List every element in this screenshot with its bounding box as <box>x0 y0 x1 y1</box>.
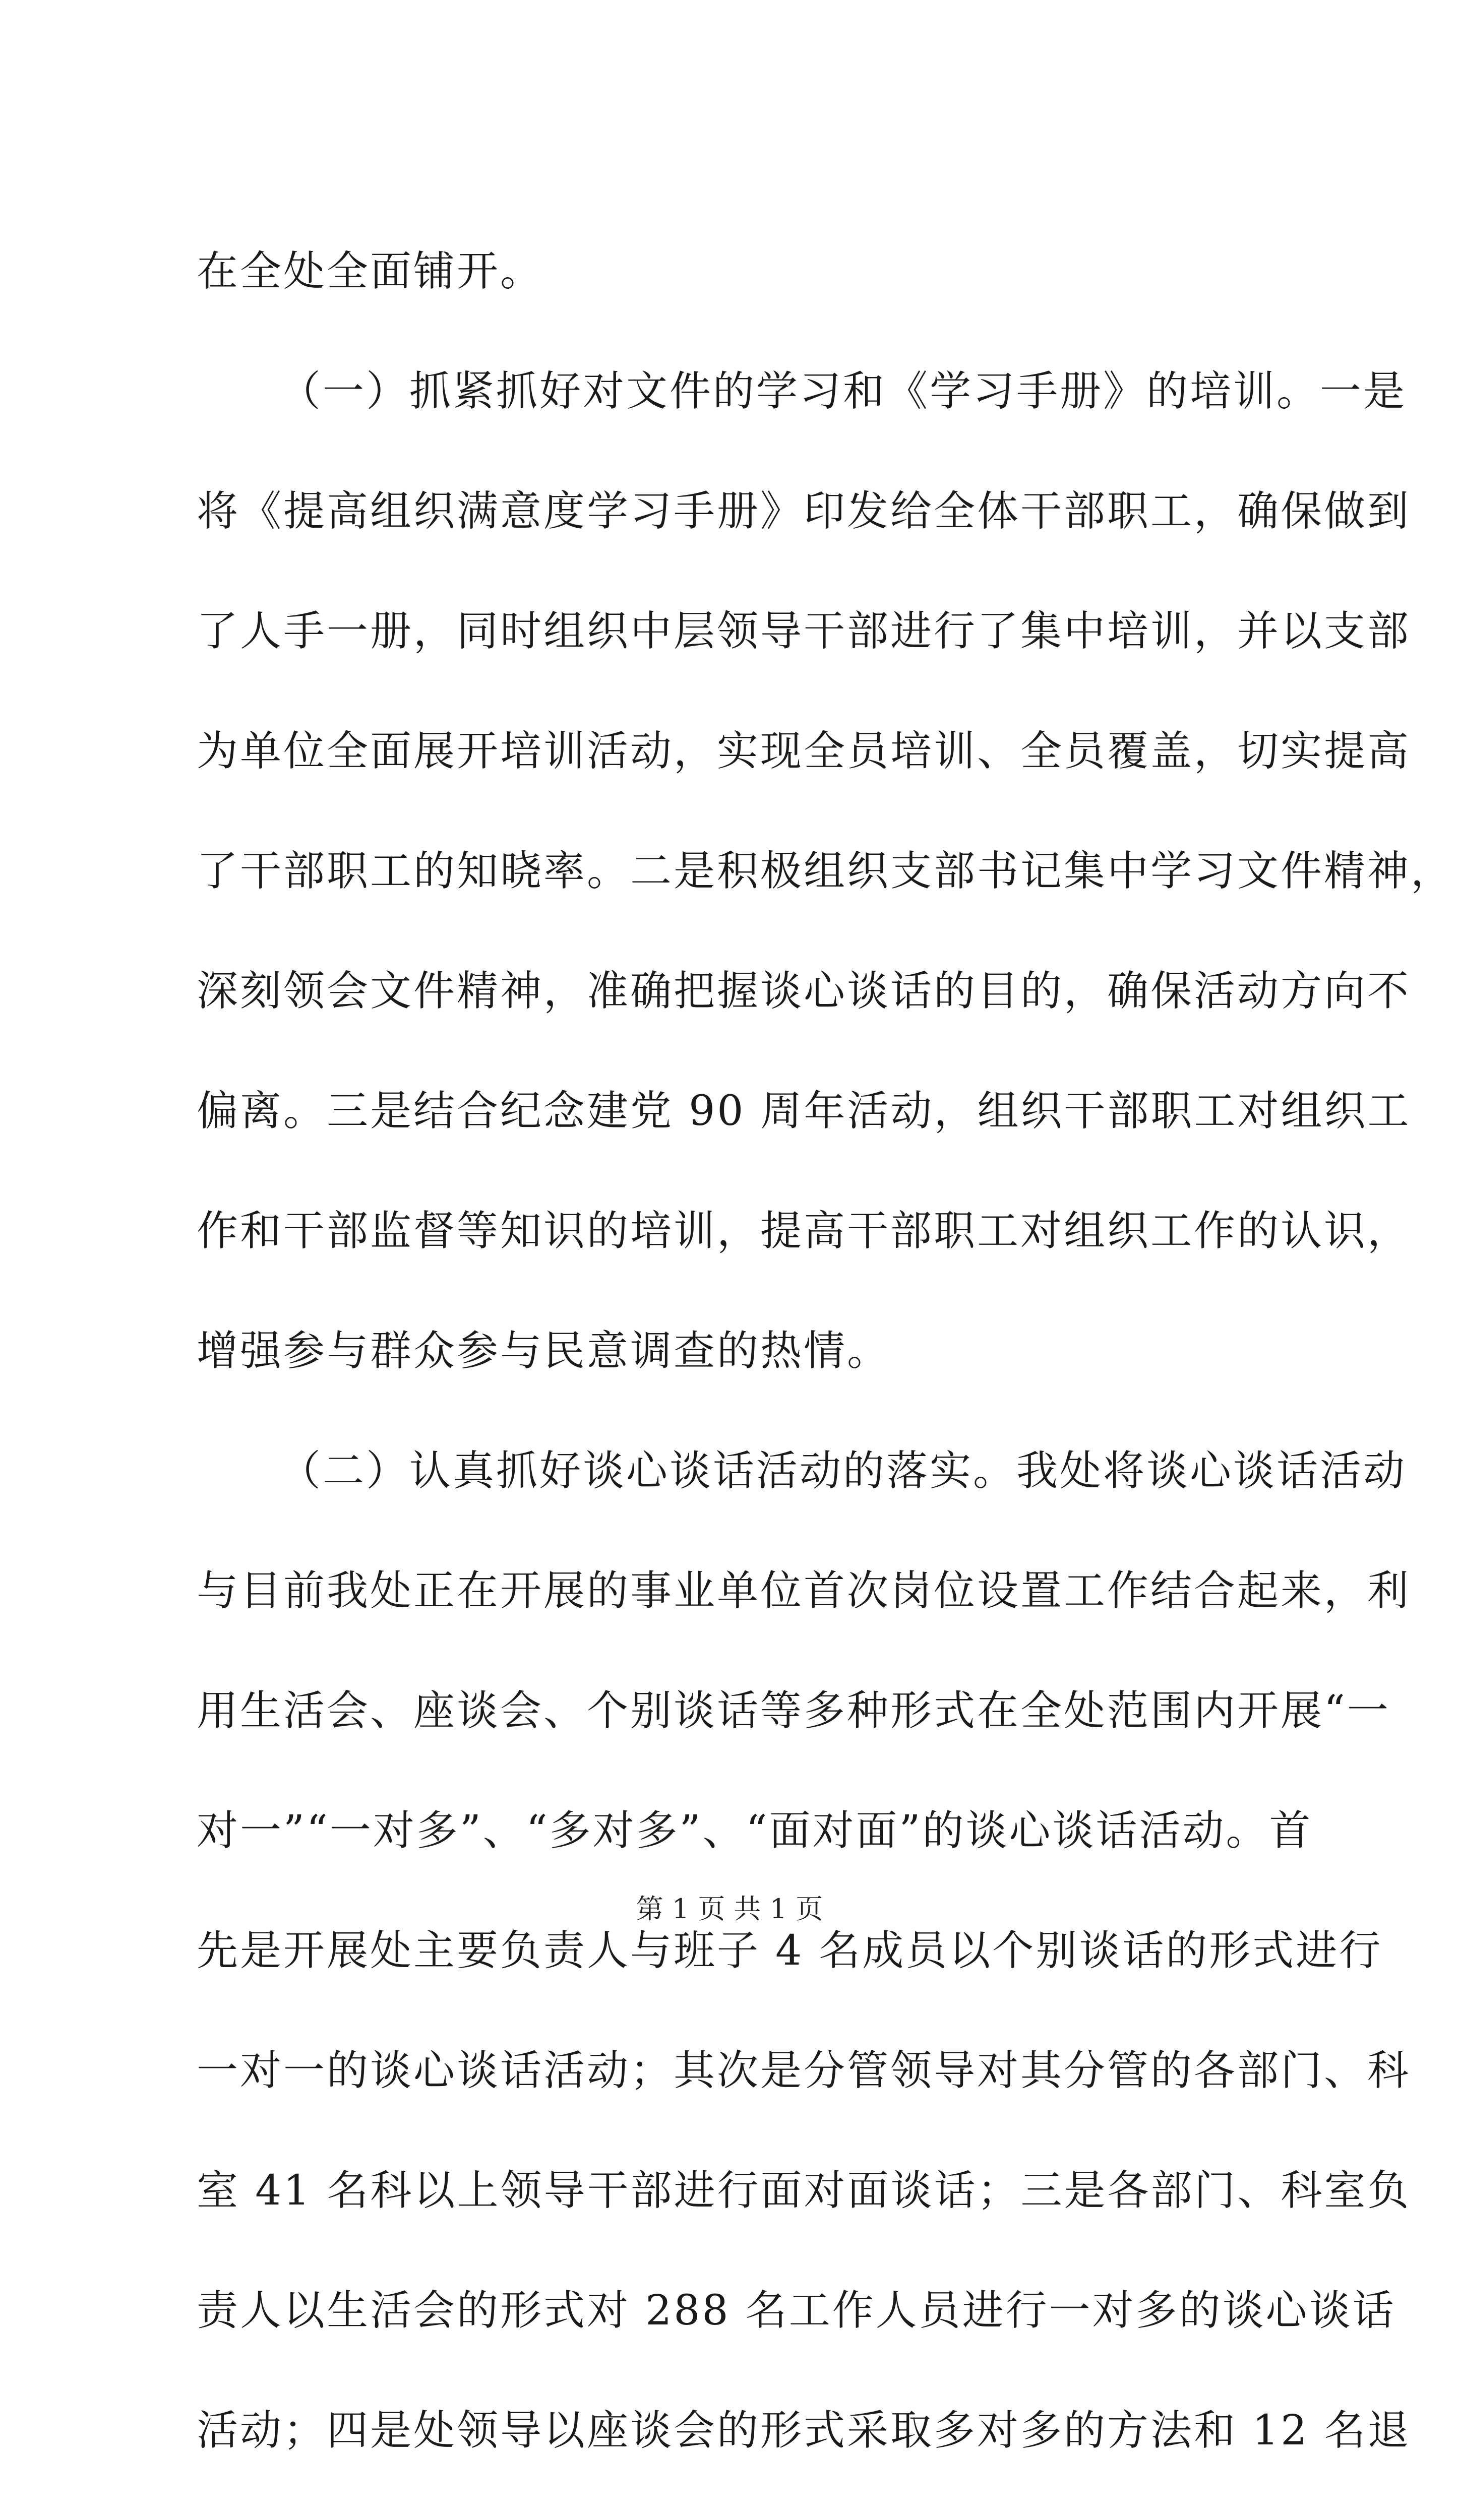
paragraph-2-line-3: 用生活会、座谈会、个别谈话等多种形式在全处范围内开展“一 <box>197 1687 1390 1735</box>
document-body <box>197 212 1454 2520</box>
paragraph-2-line-10 <box>197 2491 1281 2520</box>
paragraph-1-line-6: 深刻领会文件精神，准确把握谈心谈话的目的，确保活动方向不 <box>197 967 1411 1015</box>
paragraph-2-line-8: 责人以生活会的形式对 288 名工作人员进行一对多的谈心谈话 <box>197 2287 1396 2335</box>
page-footer: 第 1 页 共 1 页 <box>636 1893 823 1925</box>
paragraph-1-line-2: 将《提高组织满意度学习手册》印发给全体干部职工，确保做到 <box>197 487 1411 535</box>
paragraph-2-line-1: （二）认真抓好谈心谈话活动的落实。我处将谈心谈话活动 <box>279 1447 1407 1495</box>
paragraph-1-line-9: 增强参与群众参与民意调查的热情。 <box>197 1327 891 1375</box>
paragraph-1-line-1: （一）抓紧抓好对文件的学习和《学习手册》的培训。一是 <box>279 367 1407 415</box>
paragraph-2-line-9: 活动；四是处领导以座谈会的形式采取多对多的方法和 12 名退 <box>197 2407 1411 2454</box>
text-line-1: 在全处全面铺开。 <box>197 247 544 295</box>
paragraph-1-line-3: 了人手一册，同时组织中层领导干部进行了集中培训，并以支部 <box>197 607 1411 655</box>
paragraph-2-line-5: 先是开展处主要负责人与班子 4 名成员以个别谈话的形式进行 <box>197 1927 1383 1975</box>
paragraph-2-line-4: 对一”“一对多”、“多对多”、“面对面”的谈心谈话活动。首 <box>197 1807 1313 1855</box>
paragraph-2-line-7: 室 41 名科以上领导干部进行面对面谈话；三是各部门、科室负 <box>197 2167 1411 2215</box>
paragraph-1-line-5: 了干部职工的知晓率。二是积极组织支部书记集中学习文件精神， <box>197 847 1454 895</box>
paragraph-2-line-6: 一对一的谈心谈话活动；其次是分管领导对其分管的各部门、科 <box>197 2047 1411 2095</box>
paragraph-1-line-4: 为单位全面展开培训活动，实现全员培训、全员覆盖，切实提高 <box>197 727 1411 775</box>
paragraph-1-line-8: 作和干部监督等知识的培训，提高干部职工对组织工作的认识， <box>197 1207 1411 1255</box>
paragraph-1-line-7: 偏离。三是结合纪念建党 90 周年活动，组织干部职工对组织工 <box>197 1087 1411 1135</box>
paragraph-2-line-2: 与目前我处正在开展的事业单位首次岗位设置工作结合起来，利 <box>197 1567 1411 1615</box>
